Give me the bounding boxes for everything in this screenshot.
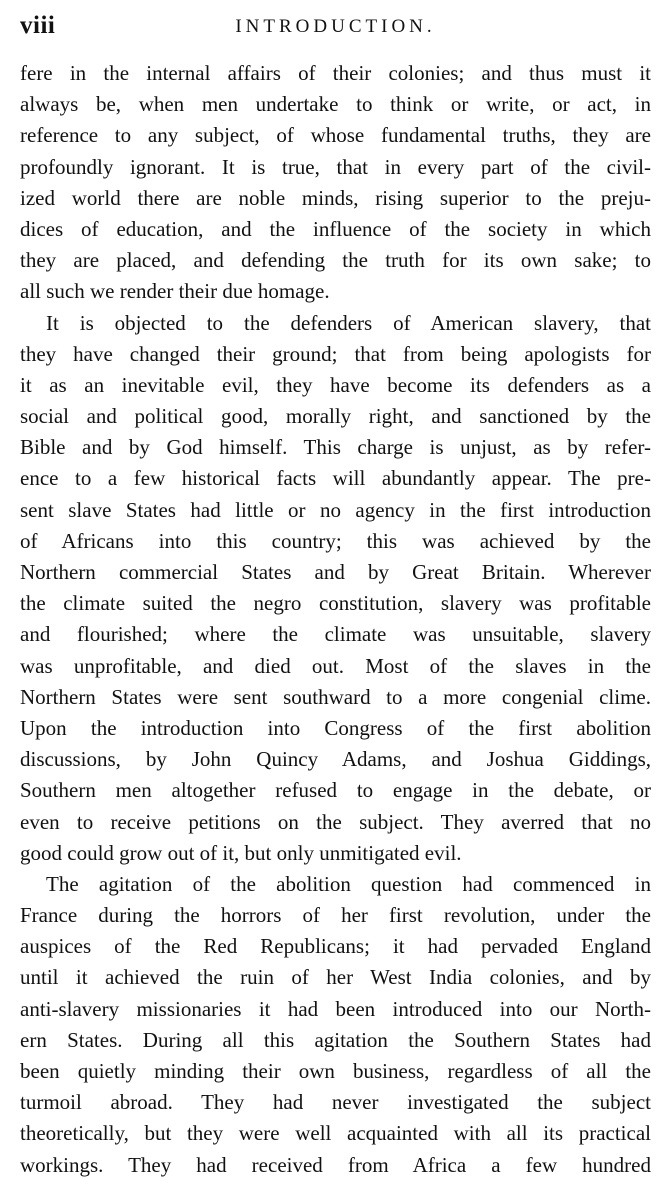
running-head — [20, 8, 651, 42]
text-line: discussions, by John Quincy Adams, and Joshua Giddings, — [20, 747, 651, 772]
text-line: It is objected to the defenders of American slavery, that — [46, 310, 651, 335]
text-line: sent slave States had little or no agency in the first introduction — [20, 497, 651, 522]
text-line: Southern men altogether refused to engage in the debate, or — [20, 778, 651, 803]
text-line: anti-slavery missionaries it had been introduced into our North- — [20, 996, 651, 1021]
text-line: dices of education, and the influence of the society in which — [20, 216, 651, 241]
text-line: ence to a few historical facts will abundantly appear. The pre- — [20, 466, 651, 491]
text-line: France during the horrors of her first revolution, under the — [20, 903, 651, 928]
text-line: and flourished; where the climate was unsuitable, slavery — [20, 622, 651, 647]
text-line: was unprofitable, and died out. Most of the slaves in the — [20, 653, 651, 678]
text-line: Bible and by God himself. This charge is unjust, as by refer- — [20, 435, 651, 460]
body-text — [20, 58, 651, 1181]
text-line: they have changed their ground; that from being apologists for — [20, 341, 651, 366]
text-line: good could grow out of it, but only unmitigated evil. — [20, 840, 462, 865]
text-line: always be, when men undertake to think or write, or act, in — [20, 92, 651, 117]
text-line: ized world there are noble minds, rising superior to the preju- — [20, 185, 651, 210]
text-line: workings. They had received from Africa a few hundred — [20, 1152, 651, 1177]
text-line: until it achieved the ruin of her West India colonies, and by — [20, 965, 651, 990]
text-line: they are placed, and defending the truth for its own sake; to — [20, 248, 651, 273]
text-line: it as an inevitable evil, they have become its defenders as a — [20, 372, 651, 397]
text-line: theoretically, but they were well acquainted with all its practical — [20, 1121, 651, 1146]
text-line: turmoil abroad. They had never investigated the subject — [20, 1090, 651, 1115]
text-line: even to receive petitions on the subject. They averred that no — [20, 809, 651, 834]
text-line: The agitation of the abolition question had commenced in — [46, 871, 651, 896]
text-line: ern States. During all this agitation the Southern States had — [20, 1027, 651, 1052]
text-line: Upon the introduction into Congress of the first abolition — [20, 715, 651, 740]
chapter-title: INTRODUCTION. — [235, 16, 436, 37]
text-line: social and political good, morally right, and sanctioned by the — [20, 404, 651, 429]
text-line: the climate suited the negro constitution, slavery was profitable — [20, 591, 651, 616]
page-number: viii — [20, 12, 56, 39]
text-line: been quietly minding their own business, regardless of all the — [20, 1059, 651, 1083]
text-line: Northern commercial States and by Great Britain. Wherever — [20, 560, 651, 584]
text-line: all such we render their due homage. — [20, 279, 330, 304]
text-line: of Africans into this country; this was achieved by the — [20, 528, 651, 553]
text-line: fere in the internal affairs of their colonies; and thus must it — [20, 61, 651, 85]
text-line: profoundly ignorant. It is true, that in every part of the civil- — [20, 154, 651, 179]
text-line: Northern States were sent southward to a more congenial clime. — [20, 684, 651, 709]
text-line: auspices of the Red Republicans; it had pervaded England — [20, 934, 651, 959]
text-line: reference to any subject, of whose fundamental truths, they are — [20, 123, 651, 148]
